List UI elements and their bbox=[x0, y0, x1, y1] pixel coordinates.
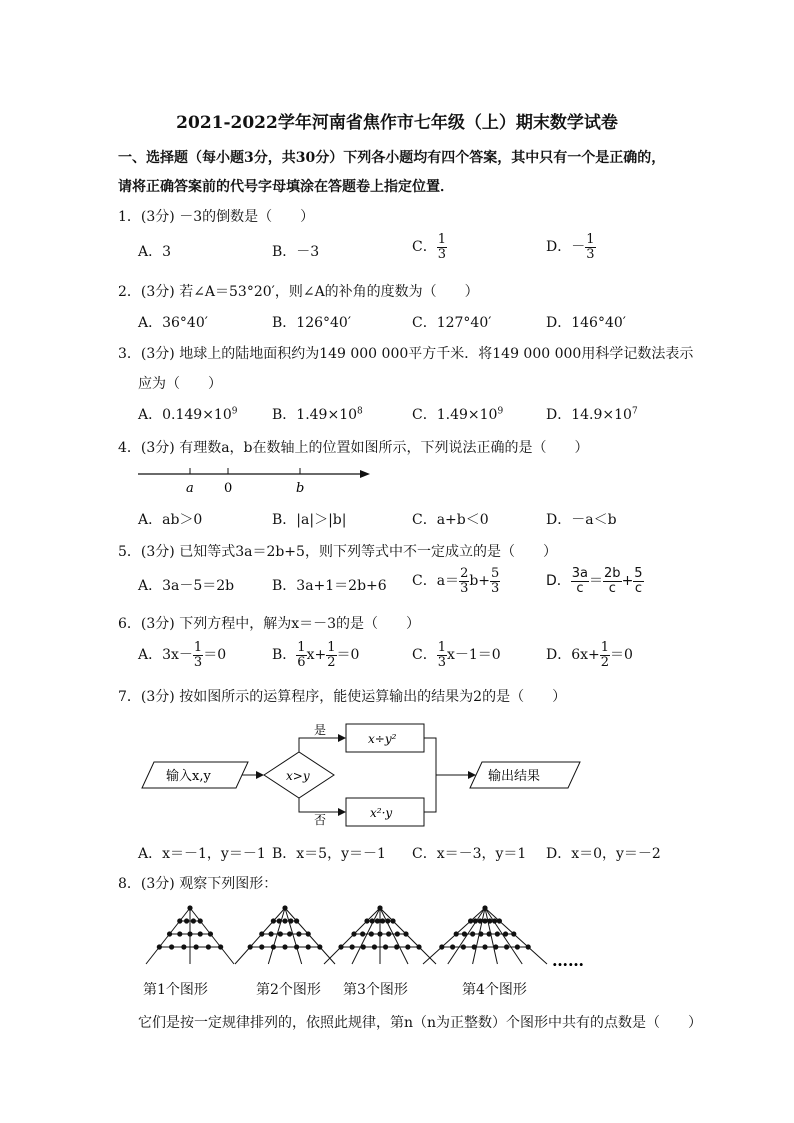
pattern-dot bbox=[177, 931, 182, 936]
pattern-line bbox=[352, 908, 380, 964]
no-label: 否 bbox=[314, 813, 327, 827]
q3-option-d: D．$14.9\times 10^7$ bbox=[546, 406, 638, 423]
pattern-dot bbox=[515, 944, 520, 949]
pattern-line bbox=[473, 908, 485, 964]
q6-option-c: C． $\frac{1}{3}$ x－1＝0 bbox=[412, 640, 501, 670]
pattern-dot bbox=[416, 944, 421, 949]
q1-option-d: D．－ $\frac{1}{3}$ bbox=[546, 232, 595, 262]
pattern-dot bbox=[470, 931, 475, 936]
pattern-dot bbox=[338, 944, 343, 949]
pattern-dot bbox=[380, 918, 385, 923]
pattern-dot bbox=[351, 931, 356, 936]
arrow-icon bbox=[338, 808, 346, 816]
q1-option-c: C． $\frac{1}{3}$ bbox=[412, 232, 446, 262]
pattern-dot bbox=[405, 944, 410, 949]
ellipsis: …… bbox=[552, 951, 584, 970]
flowchart-figure bbox=[136, 714, 596, 830]
pattern-dot bbox=[277, 918, 282, 923]
q4-option-b: B．|a|＞|b| bbox=[272, 512, 347, 528]
pattern-dot bbox=[439, 944, 444, 949]
pattern-dot bbox=[377, 931, 382, 936]
pattern-dot bbox=[259, 944, 264, 949]
pattern-dot bbox=[369, 931, 374, 936]
pattern-dot bbox=[462, 931, 467, 936]
q6-option-d: D．6x+ $\frac{1}{2}$ ＝0 bbox=[546, 640, 633, 670]
pattern-dot bbox=[394, 944, 399, 949]
q5-stem: 5．(3分) 已知等式3a＝2b+5，则下列等式中不一定成立的是（ ） bbox=[118, 544, 557, 560]
pattern-dot bbox=[268, 931, 273, 936]
op2-label: x²·y bbox=[370, 806, 393, 820]
pattern-dot bbox=[259, 931, 264, 936]
pattern-line bbox=[235, 908, 285, 964]
section-instructions-line2: 请将正确答案前的代号字母填涂在答题卷上指定位置． bbox=[118, 179, 454, 195]
q3-option-b: B．$1.49\times 10^8$ bbox=[272, 406, 363, 423]
pattern-line bbox=[285, 908, 335, 964]
pattern-dot bbox=[294, 944, 299, 949]
pattern-dot bbox=[361, 944, 366, 949]
pattern-dot bbox=[271, 944, 276, 949]
q2-option-a: A．36°40′ bbox=[138, 315, 208, 331]
q4-option-a: A．ab＞0 bbox=[138, 512, 203, 528]
pattern-dot bbox=[495, 931, 500, 936]
pattern-dot bbox=[461, 944, 466, 949]
arrow-icon bbox=[338, 734, 346, 742]
q4-option-c: C．a+b＜0 bbox=[412, 512, 489, 528]
pattern-dot bbox=[482, 905, 487, 910]
pattern-dot bbox=[350, 944, 355, 949]
q3-stem-line1: 3．(3分) 地球上的陆地面积约为149 000 000平方千米．将149 000 000用科学记数法表示 bbox=[118, 346, 694, 362]
q5-option-c: C．a＝ $\frac{2}{3}$ b+ $\frac{5}{3}$ bbox=[412, 566, 500, 596]
arrow-icon bbox=[256, 771, 264, 779]
q7-stem: 7．(3分) 按如图所示的运算程序，能使运算输出的结果为2的是（ ） bbox=[118, 689, 567, 705]
pattern-dot bbox=[364, 918, 369, 923]
pattern-dot bbox=[385, 918, 390, 923]
pattern-dot bbox=[487, 918, 492, 923]
pattern-dot bbox=[386, 931, 391, 936]
pattern-dot bbox=[282, 905, 287, 910]
q4-stem: 4．(3分) 有理数a，b在数轴上的位置如图所示，下列说法正确的是（ ） bbox=[118, 440, 589, 456]
pattern-dot bbox=[526, 944, 531, 949]
pattern-dot bbox=[191, 918, 196, 923]
pattern-dot bbox=[282, 918, 287, 923]
q6-stem: 6．(3分) 下列方程中，解为x＝－3的是（ ） bbox=[118, 616, 420, 632]
q8-figure-label-1: 第1个图形 bbox=[143, 982, 208, 998]
q6-option-b: B． $\frac{1}{6}$ x+ $\frac{1}{2}$ ＝0 bbox=[272, 640, 360, 670]
pattern-dot bbox=[198, 918, 203, 923]
pattern-dot bbox=[360, 931, 365, 936]
pattern-dot bbox=[478, 918, 483, 923]
q3-option-c: C．$1.49\times 10^9$ bbox=[412, 406, 504, 423]
number-line-figure bbox=[134, 462, 374, 496]
pattern-dot bbox=[504, 944, 509, 949]
pattern-dot bbox=[473, 918, 478, 923]
exam-title: 2021-2022学年河南省焦作市七年级（上）期末数学试卷 bbox=[176, 113, 618, 133]
pattern-dot bbox=[282, 944, 287, 949]
pattern-dot bbox=[377, 905, 382, 910]
q8-stem-line2: 它们是按一定规律排列的，依照此规律，第n（n为正整数）个图形中共有的点数是（ ） bbox=[138, 1015, 703, 1031]
pattern-dot bbox=[287, 931, 292, 936]
pattern-dot bbox=[468, 918, 473, 923]
pattern-dot bbox=[482, 918, 487, 923]
pattern-dot bbox=[181, 944, 186, 949]
pattern-dot bbox=[187, 931, 192, 936]
q7-option-c: C．x＝－3，y＝1 bbox=[412, 846, 527, 862]
q8-figure-label-4: 第4个图形 bbox=[462, 982, 527, 998]
pattern-dot bbox=[288, 918, 293, 923]
pattern-dot bbox=[278, 931, 283, 936]
pattern-dot bbox=[482, 944, 487, 949]
pattern-dot bbox=[206, 944, 211, 949]
pattern-dot bbox=[493, 944, 498, 949]
q5-option-d: D． $\frac{3a}{c}$ ＝ $\frac{2b}{c}$ + $\frac{5}{c}$ bbox=[546, 566, 643, 596]
input-label: 输入x,y bbox=[166, 769, 211, 784]
pattern-figures bbox=[140, 896, 600, 974]
pattern-dot bbox=[450, 944, 455, 949]
q2-option-d: D．146°40′ bbox=[546, 315, 626, 331]
q7-option-a: A．x＝－1，y＝－1 bbox=[138, 846, 266, 862]
pattern-dot bbox=[218, 944, 223, 949]
number-line-arrow-icon bbox=[360, 470, 370, 478]
q1-option-a: A．3 bbox=[138, 244, 172, 260]
q2-option-b: B．126°40′ bbox=[272, 315, 352, 331]
pattern-dot bbox=[503, 931, 508, 936]
pattern-dot bbox=[487, 931, 492, 936]
pattern-dot bbox=[306, 944, 311, 949]
label-0: 0 bbox=[224, 481, 233, 496]
q3-stem-line2: 应为（ ） bbox=[138, 376, 222, 392]
q8-figure-label-3: 第3个图形 bbox=[343, 982, 408, 998]
pattern-dot bbox=[184, 918, 189, 923]
pattern-dot bbox=[390, 918, 395, 923]
pattern-dot bbox=[478, 931, 483, 936]
pattern-dot bbox=[317, 944, 322, 949]
pattern-dot bbox=[492, 918, 497, 923]
pattern-dot bbox=[198, 931, 203, 936]
q8-stem: 8．(3分) 观察下列图形： bbox=[118, 876, 278, 892]
decision-label: x>y bbox=[286, 769, 310, 783]
q7-option-b: B．x＝5，y＝－1 bbox=[272, 846, 386, 862]
pattern-dot bbox=[511, 931, 516, 936]
pattern-dot bbox=[187, 905, 192, 910]
pattern-dot bbox=[208, 931, 213, 936]
pattern-dot bbox=[157, 944, 162, 949]
pattern-dot bbox=[296, 931, 301, 936]
pattern-dot bbox=[169, 944, 174, 949]
pattern-dot bbox=[194, 944, 199, 949]
q3-option-a: A．$0.149\times 10^9$ bbox=[138, 406, 238, 423]
pattern-dot bbox=[403, 931, 408, 936]
q1-stem: 1．(3分) －3的倒数是（ ） bbox=[118, 209, 315, 225]
yes-label: 是 bbox=[314, 723, 327, 737]
q6-option-a: A．3x－ $\frac{1}{3}$ ＝0 bbox=[138, 640, 227, 670]
output-label: 输出结果 bbox=[488, 769, 541, 784]
pattern-dot bbox=[472, 944, 477, 949]
q7-option-d: D．x＝0，y＝－2 bbox=[546, 846, 661, 862]
pattern-dot bbox=[372, 944, 377, 949]
section-instructions-line1: 一、选择题（每小题3分，共30分）下列各小题均有四个答案，其中只有一个是正确的， bbox=[118, 150, 666, 166]
pattern-dot bbox=[454, 931, 459, 936]
pattern-line bbox=[485, 908, 497, 964]
pattern-dot bbox=[395, 931, 400, 936]
q2-stem: 2．(3分) 若∠A＝53°20′，则∠A的补角的度数为（ ） bbox=[118, 284, 479, 300]
pattern-dot bbox=[167, 931, 172, 936]
op1-label: x÷y² bbox=[368, 732, 397, 746]
label-a: a bbox=[186, 481, 194, 496]
pattern-dot bbox=[497, 918, 502, 923]
pattern-dot bbox=[248, 944, 253, 949]
pattern-dot bbox=[294, 918, 299, 923]
pattern-dot bbox=[370, 918, 375, 923]
pattern-line bbox=[485, 908, 547, 964]
q5-option-b: B．3a+1＝2b+6 bbox=[272, 578, 387, 594]
q4-option-d: D．－a＜b bbox=[546, 512, 617, 528]
pattern-line bbox=[423, 908, 485, 964]
pattern-dots bbox=[146, 905, 547, 964]
q2-option-c: C．127°40′ bbox=[412, 315, 492, 331]
pattern-dot bbox=[177, 918, 182, 923]
pattern-dot bbox=[375, 918, 380, 923]
q5-option-a: A．3a－5＝2b bbox=[138, 578, 235, 594]
pattern-line bbox=[380, 908, 408, 964]
label-b: b bbox=[296, 481, 305, 496]
q8-figure-label-2: 第2个图形 bbox=[256, 982, 321, 998]
pattern-dot bbox=[271, 918, 276, 923]
pattern-dot bbox=[383, 944, 388, 949]
pattern-dot bbox=[306, 931, 311, 936]
q1-option-b: B．－3 bbox=[272, 244, 320, 260]
